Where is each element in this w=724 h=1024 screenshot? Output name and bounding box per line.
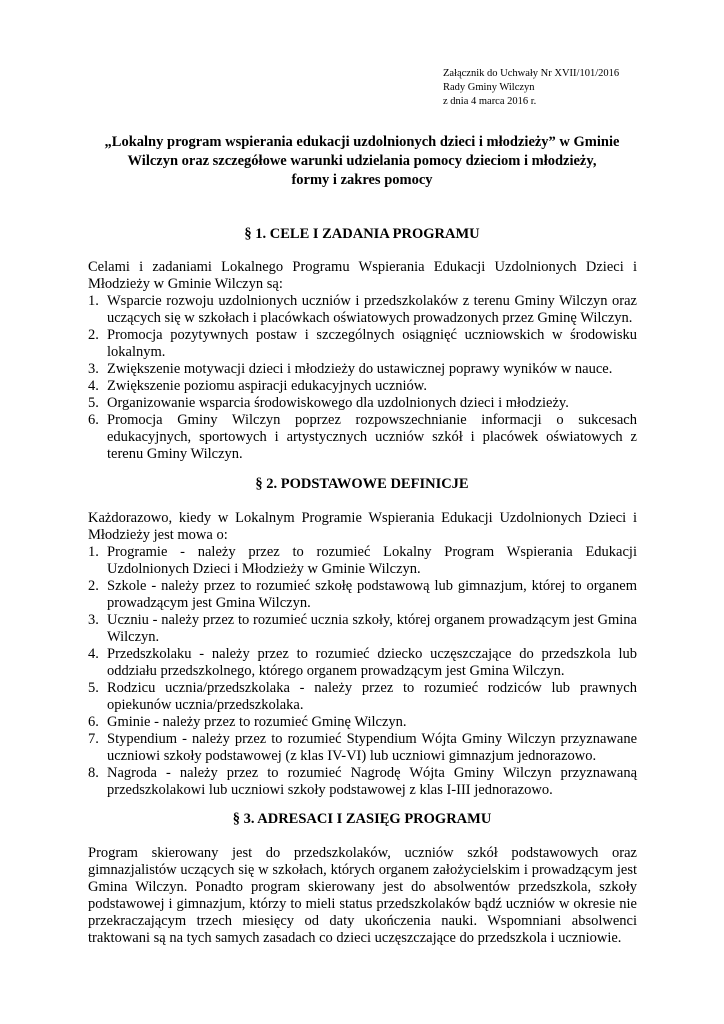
list-text: Organizowanie wsparcia środowiskowego dla uzdolnionych dzieci i młodzieży. — [107, 395, 569, 411]
section-1-list — [88, 293, 637, 463]
list-text: Zwiększenie poziomu aspiracji edukacyjnych uczniów. — [107, 378, 427, 394]
list-item — [88, 714, 637, 731]
list-text: Gminie - należy przez to rozumieć Gminę Wilczyn. — [107, 714, 407, 730]
list-text: Nagroda - należy przez to rozumieć Nagrodę Wójta Gminy Wilczyn przyznawaną przedszkolakowi lub uczniowi szkoły podstawowej z klas I-III jednorazowo. — [107, 765, 637, 798]
title-line: „Lokalny program wspierania edukacji uzdolnionych dzieci i młodzieży” w Gminie — [104, 134, 620, 150]
list-number: 6. — [88, 412, 99, 428]
list-text: Stypendium - należy przez to rozumieć Stypendium Wójta Gminy Wilczyn przyznawane uczniowi szkoły podstawowej (z klas IV-VI) lub uczniowi gimnazjum jednorazowo. — [107, 731, 637, 764]
title-line: Wilczyn oraz szczegółowe warunki udzielania pomocy dzieciom i młodzieży, — [127, 153, 597, 169]
list-item — [88, 765, 637, 799]
list-number: 2. — [88, 327, 99, 343]
list-text: Szkole - należy przez to rozumieć szkołę podstawową lub gimnazjum, której to organem prowadzącym jest Gmina Wilczyn. — [107, 578, 637, 611]
section-1-intro: Celami i zadaniami Lokalnego Programu Wspierania Edukacji Uzdolnionych Dzieci i Młodzieży w Gminie Wilczyn są: — [88, 259, 637, 292]
section-2-list — [88, 544, 637, 799]
section-1-heading: § 1. CELE I ZADANIA PROGRAMU — [244, 226, 480, 242]
list-number: 3. — [88, 612, 99, 628]
annex-note — [443, 67, 619, 109]
section-2-heading: § 2. PODSTAWOWE DEFINICJE — [255, 476, 469, 492]
list-item — [88, 378, 637, 395]
section-2-body — [88, 510, 637, 799]
annex-line: Załącznik do Uchwały Nr XVII/101/2016 — [443, 68, 620, 79]
annex-line: z dnia 4 marca 2016 r. — [443, 96, 537, 107]
section-1-body — [88, 259, 637, 463]
list-number: 5. — [88, 395, 99, 411]
list-text: Przedszkolaku - należy przez to rozumieć dziecko uczęszczające do przedszkola lub oddziału przedszkolnego, którego organem prowadzącym jest Gmina Wilczyn. — [107, 646, 637, 679]
section-2-intro: Każdorazowo, kiedy w Lokalnym Programie Wspierania Edukacji Uzdolnionych Dzieci i Młodzieży jest mowa o: — [88, 510, 637, 543]
list-item — [88, 412, 637, 463]
list-item — [88, 361, 637, 378]
list-text: Uczniu - należy przez to rozumieć ucznia szkoły, której organem prowadzącym jest Gmina Wilczyn. — [107, 612, 637, 645]
list-item — [88, 395, 637, 412]
list-number: 7. — [88, 731, 99, 747]
list-number: 5. — [88, 680, 99, 696]
list-item — [88, 680, 637, 714]
list-item — [88, 327, 637, 361]
list-item — [88, 578, 637, 612]
list-number: 1. — [88, 293, 99, 309]
list-text: Zwiększenie motywacji dzieci i młodzieży do ustawicznej poprawy wyników w nauce. — [107, 361, 613, 377]
list-text: Wsparcie rozwoju uzdolnionych uczniów i przedszkolaków z terenu Gminy Wilczyn oraz uczących się w szkołach i placówkach oświatowych prowadzonych przez Gminę Wilczyn. — [107, 293, 637, 326]
list-number: 3. — [88, 361, 99, 377]
list-item — [88, 731, 637, 765]
list-number: 8. — [88, 765, 99, 781]
section-3-heading: § 3. ADRESACI I ZASIĘG PROGRAMU — [232, 811, 492, 827]
list-number: 4. — [88, 646, 99, 662]
list-number: 2. — [88, 578, 99, 594]
section-3-paragraph: Program skierowany jest do przedszkolaków, uczniów szkół podstawowych oraz gimnazjalistów uczących się w szkołach, których organem założycielskim i prowadzącym jest Gmina Wilczyn. Ponadto program skierowany jest do absolwentów przedszkola, szkoły podstawowej i gimnazjum, którzy to mieli status przedszkolaków bądź uczniów w okresie nie przekraczającym trzech miesięcy od daty ukończenia nauki. Wspomniani absolwenci traktowani są na tych samych zasadach co dzieci uczęszczające do przedszkola i uczniowie. — [88, 845, 637, 946]
list-text: Programie - należy przez to rozumieć Lokalny Program Wspierania Edukacji Uzdolnionych Dzieci i Młodzieży w Gminie Wilczyn. — [107, 544, 637, 577]
list-text: Promocja pozytywnych postaw i szczególnych osiągnięć uczniowskich w środowisku lokalnym. — [107, 327, 637, 360]
list-item — [88, 612, 637, 646]
list-number: 1. — [88, 544, 99, 560]
title-line: formy i zakres pomocy — [291, 172, 433, 188]
document-title — [88, 133, 636, 190]
list-number: 6. — [88, 714, 99, 730]
list-item — [88, 293, 637, 327]
list-text: Rodzicu ucznia/przedszkolaka - należy przez to rozumieć rodziców lub prawnych opiekunów ucznia/przedszkolaka. — [107, 680, 637, 713]
list-text: Promocja Gminy Wilczyn poprzez rozpowszechnianie informacji o sukcesach edukacyjnych, sportowych i artystycznych uczniów szkół i placówek oświatowych z terenu Gminy Wilczyn. — [107, 412, 637, 462]
list-number: 4. — [88, 378, 99, 394]
list-item — [88, 646, 637, 680]
list-item — [88, 544, 637, 578]
annex-line: Rady Gminy Wilczyn — [443, 82, 535, 93]
section-3-body — [88, 845, 637, 947]
